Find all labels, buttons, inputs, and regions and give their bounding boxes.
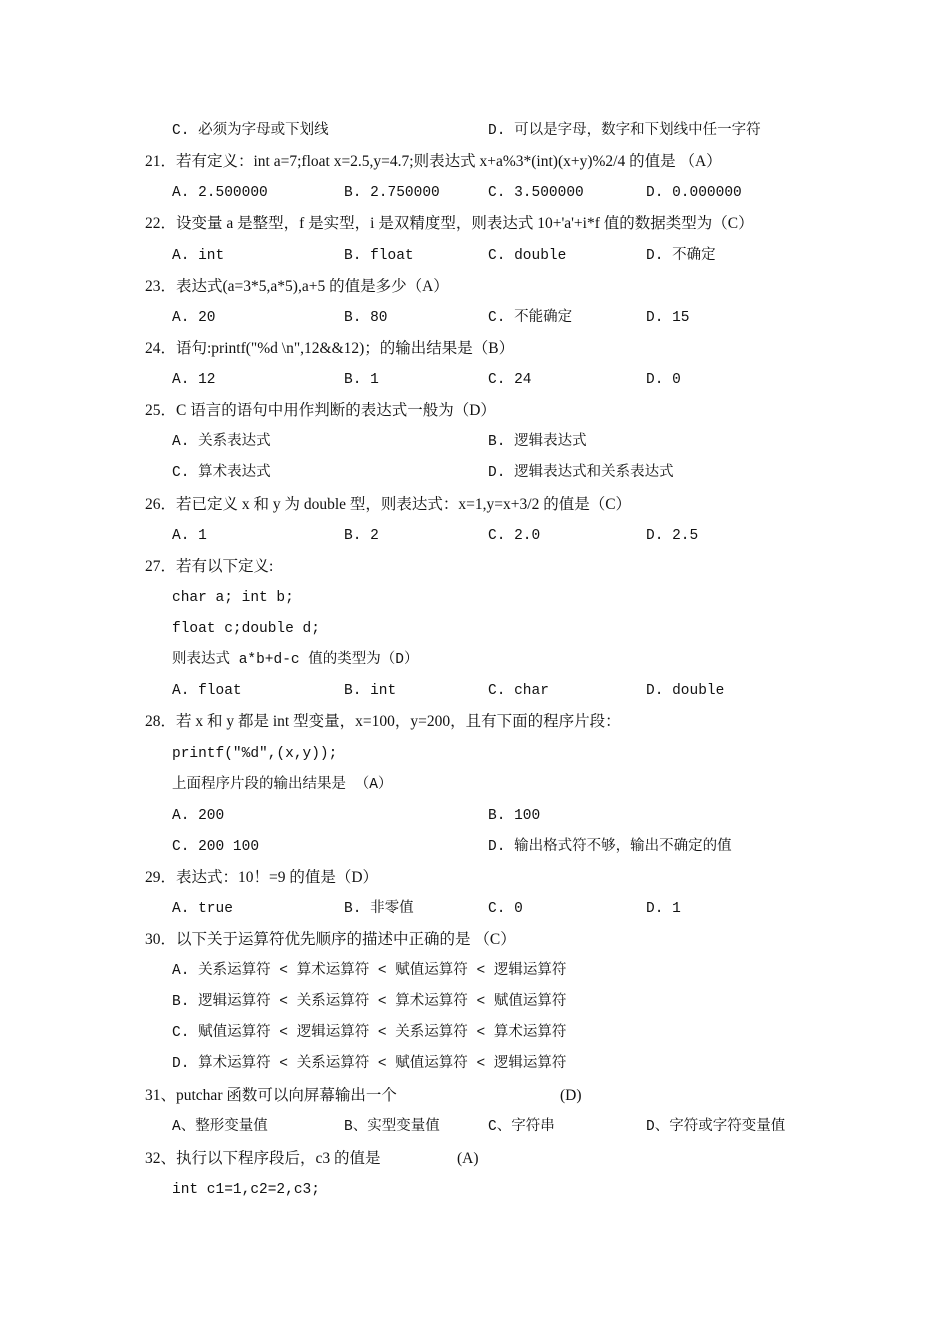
q22-option-b: B. float xyxy=(344,248,414,264)
q28-option-a: A. 200 xyxy=(172,808,225,824)
q29-option-d: D. 1 xyxy=(646,901,681,917)
q22-stem: 22．设变量 a 是整型，f 是实型，i 是双精度型，则表达式 10+'a'+i*f 值的数据类型为（C） xyxy=(145,215,754,232)
q21-option-c: C. 3.500000 xyxy=(488,185,584,201)
q23-option-d: D. 15 xyxy=(646,310,690,326)
q27-stem: 27．若有以下定义: xyxy=(145,558,274,575)
q29-option-b: B. 非零值 xyxy=(344,901,414,917)
q30-option-b: B. 逻辑运算符 < 关系运算符 < 算术运算符 < 赋值运算符 xyxy=(172,994,567,1010)
q28-question: 上面程序片段的输出结果是 （A） xyxy=(172,777,393,793)
q28-option-b: B. 100 xyxy=(488,808,541,824)
q22-option-d: D. 不确定 xyxy=(646,248,716,264)
q32-stem: 32、执行以下程序段后，c3 的值是 xyxy=(145,1150,381,1167)
q31-option-b: B、实型变量值 xyxy=(344,1119,440,1135)
q27-option-d: D. double xyxy=(646,683,725,699)
q22-option-c: C. double xyxy=(488,248,567,264)
q30-stem: 30．以下关于运算符优先顺序的描述中正确的是 （C） xyxy=(145,931,516,948)
q32-answer: (A) xyxy=(457,1150,479,1167)
q31-answer: (D) xyxy=(560,1087,582,1104)
q26-option-d: D. 2.5 xyxy=(646,528,699,544)
q25-option-c: C. 算术表达式 xyxy=(172,465,271,481)
q29-option-a: A. true xyxy=(172,901,233,917)
q24-option-b: B. 1 xyxy=(344,372,379,388)
q31-option-c: C、字符串 xyxy=(488,1119,555,1135)
q26-option-b: B. 2 xyxy=(344,528,379,544)
q27-code-line-1: char a; int b; xyxy=(172,590,294,606)
q23-stem: 23．表达式(a=3*5,a*5),a+5 的值是多少（A） xyxy=(145,278,449,295)
q25-option-d: D. 逻辑表达式和关系表达式 xyxy=(488,465,674,481)
q25-option-a: A. 关系表达式 xyxy=(172,434,271,450)
q23-option-b: B. 80 xyxy=(344,310,388,326)
q26-option-c: C. 2.0 xyxy=(488,528,541,544)
q24-option-a: A. 12 xyxy=(172,372,216,388)
q32-code: int c1=1,c2=2,c3; xyxy=(172,1182,320,1198)
q24-stem: 24．语句:printf("%d \n",12&&12)；的输出结果是（B） xyxy=(145,340,515,357)
q21-stem: 21．若有定义：int a=7;float x=2.5,y=4.7;则表达式 x+a%3*(int)(x+y)%2/4 的值是 （A） xyxy=(145,153,722,170)
q29-option-c: C. 0 xyxy=(488,901,523,917)
q24-option-d: D. 0 xyxy=(646,372,681,388)
q24-option-c: C. 24 xyxy=(488,372,532,388)
q26-option-a: A. 1 xyxy=(172,528,207,544)
q20-option-d: D. 可以是字母，数字和下划线中任一字符 xyxy=(488,123,761,139)
q27-option-a: A. float xyxy=(172,683,242,699)
q25-stem: 25．C 语言的语句中用作判断的表达式一般为（D） xyxy=(145,402,496,419)
q21-option-d: D. 0.000000 xyxy=(646,185,742,201)
q31-option-a: A、整形变量值 xyxy=(172,1119,268,1135)
q21-option-a: A. 2.500000 xyxy=(172,185,268,201)
q27-option-b: B. int xyxy=(344,683,397,699)
q21-option-b: B. 2.750000 xyxy=(344,185,440,201)
q28-stem: 28．若 x 和 y 都是 int 型变量，x=100，y=200，且有下面的程序片段： xyxy=(145,713,621,730)
q20-option-c: C. 必须为字母或下划线 xyxy=(172,123,329,139)
q31-option-d: D、字符或字符变量值 xyxy=(646,1119,786,1135)
q22-option-a: A. int xyxy=(172,248,225,264)
q31-stem: 31、putchar 函数可以向屏幕输出一个 xyxy=(145,1087,397,1104)
q28-code: printf("%d",(x,y)); xyxy=(172,746,338,762)
q28-option-c: C. 200 100 xyxy=(172,839,260,855)
q26-stem: 26．若已定义 x 和 y 为 double 型，则表达式：x=1,y=x+3/2 的值是（C） xyxy=(145,496,632,513)
q30-option-a: A. 关系运算符 < 算术运算符 < 赋值运算符 < 逻辑运算符 xyxy=(172,963,567,979)
q29-stem: 29．表达式：10！=9 的值是（D） xyxy=(145,869,379,886)
q30-option-d: D. 算术运算符 < 关系运算符 < 赋值运算符 < 逻辑运算符 xyxy=(172,1056,567,1072)
q27-code-line-2: float c;double d; xyxy=(172,621,320,637)
q25-option-b: B. 逻辑表达式 xyxy=(488,434,587,450)
q23-option-c: C. 不能确定 xyxy=(488,310,573,326)
q27-question: 则表达式 a*b+d-c 值的类型为（D） xyxy=(172,652,419,668)
q30-option-c: C. 赋值运算符 < 逻辑运算符 < 关系运算符 < 算术运算符 xyxy=(172,1025,567,1041)
q28-option-d: D. 输出格式符不够，输出不确定的值 xyxy=(488,839,732,855)
q27-option-c: C. char xyxy=(488,683,549,699)
q23-option-a: A. 20 xyxy=(172,310,216,326)
